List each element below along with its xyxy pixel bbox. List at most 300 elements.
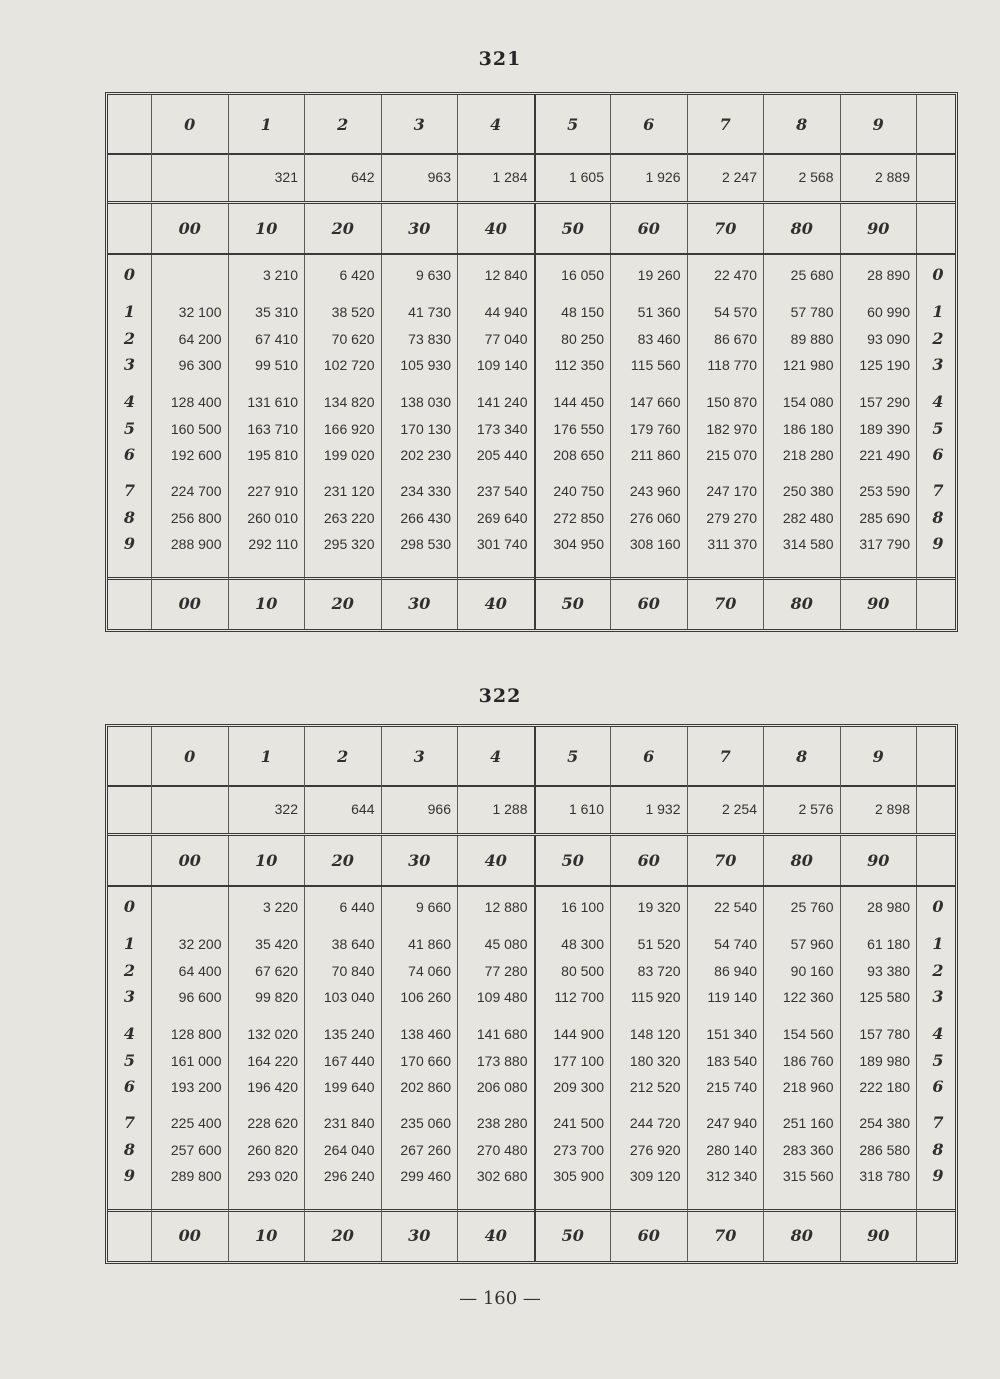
value-column [381,887,458,1209]
table-cell: 312 340 [706,1168,757,1184]
row-label-column [108,887,151,1209]
tens-footer: 50 [534,1209,611,1261]
table-cell: 90 160 [790,963,834,979]
table-cell: 256 800 [170,510,222,526]
value-column [151,255,228,577]
table-cell: 209 300 [553,1079,604,1095]
table-cell: 6 420 [339,267,375,283]
tens-header: 00 [151,204,228,253]
row-label: 6 [123,1077,136,1096]
table-cell: 144 450 [553,394,604,410]
table-cell: 308 160 [629,536,681,552]
table-cell: 51 360 [637,304,681,320]
tens-footer: 60 [610,577,687,629]
table-cell: 89 880 [790,331,834,347]
table-cell: 238 280 [476,1115,528,1131]
tens-header: 60 [610,204,687,253]
tens-header-row [108,204,955,255]
multiple-value: 1 605 [534,153,611,201]
table-cell: 12 880 [484,899,528,915]
table-cell: 25 680 [790,267,834,283]
row-label: 3 [123,987,136,1006]
digit-header: 3 [381,95,458,153]
table-cell: 28 890 [867,267,910,283]
row-label: 2 [932,329,944,348]
table-cell: 247 170 [706,483,757,499]
table-cell: 64 400 [178,963,222,979]
table-cell: 135 240 [323,1026,375,1042]
table-cell: 215 070 [706,447,757,463]
table-cell: 253 590 [859,483,910,499]
table-cell: 119 140 [707,989,757,1005]
table-cell: 288 900 [170,536,222,552]
tens-footer: 00 [151,577,228,629]
table-cell: 218 280 [782,447,834,463]
table-cell: 163 710 [247,421,298,437]
table-cell: 112 700 [554,989,604,1005]
tens-footer: 50 [534,577,611,629]
table-cell: 283 360 [782,1142,834,1158]
table-cell: 38 640 [331,936,375,952]
table-cell: 196 420 [247,1079,298,1095]
digit-header: 9 [840,727,917,785]
multiples-row [108,785,955,836]
value-column [304,887,381,1209]
digit-header: 2 [304,95,381,153]
table-cell: 109 140 [476,357,528,373]
table-cell: 299 460 [400,1168,451,1184]
table-cell: 240 750 [553,483,604,499]
value-column [687,887,764,1209]
table-cell: 272 850 [553,510,604,526]
table-cell: 205 440 [476,447,528,463]
multiple-value: 2 898 [840,785,917,833]
page-number: — 160 — [459,1288,541,1309]
table-cell: 138 030 [400,394,451,410]
multiple-value: 644 [304,785,381,833]
table-body [108,887,955,1212]
row-label: 0 [932,265,944,284]
tens-footer: 10 [228,1209,305,1261]
row-label: 3 [932,355,944,374]
table-cell: 177 100 [553,1053,604,1069]
table-cell: 73 830 [408,331,451,347]
tens-header: 30 [381,836,458,885]
table-cell: 273 700 [553,1142,604,1158]
row-label-column [916,887,959,1209]
table-cell: 304 950 [553,536,604,552]
table-cell: 157 290 [859,394,910,410]
table-cell: 9 660 [415,899,451,915]
table-cell: 309 120 [629,1168,681,1184]
multiple-value: 2 889 [840,153,917,201]
row-label: 8 [123,508,136,527]
table-cell: 70 620 [331,331,375,347]
table-cell: 180 320 [629,1053,681,1069]
row-label: 9 [932,1166,944,1185]
tens-header: 10 [228,836,305,885]
table-cell: 202 860 [400,1079,451,1095]
table-cell: 154 080 [782,394,834,410]
value-column [687,255,764,577]
tens-footer: 40 [457,1209,534,1261]
table-cell: 293 020 [247,1168,298,1184]
table-cell: 80 250 [561,331,604,347]
table-cell: 109 480 [476,989,528,1005]
multiple-value: 1 288 [457,785,534,833]
table-cell: 41 860 [408,936,451,952]
digit-header: 8 [763,95,840,153]
table-cell: 16 050 [561,267,604,283]
digit-header: 6 [610,727,687,785]
table-cell: 269 640 [476,510,528,526]
row-label: 8 [932,1140,944,1159]
table-cell: 122 360 [782,989,834,1005]
table-cell: 314 580 [782,536,834,552]
tens-footer: 10 [228,577,305,629]
table-cell: 67 410 [255,331,298,347]
table-cell: 6 440 [339,899,375,915]
table-cell: 32 100 [178,304,222,320]
row-label: 9 [932,534,944,553]
table-cell: 9 630 [415,267,451,283]
tens-footer-row [108,1209,955,1261]
table-cell: 131 610 [247,394,298,410]
multiples-row [108,153,955,204]
table-cell: 279 270 [706,510,757,526]
row-label: 8 [932,508,944,527]
table-cell: 186 760 [782,1053,834,1069]
table-cell: 138 460 [400,1026,451,1042]
table-title: 322 [478,685,522,707]
table-cell: 227 910 [247,483,298,499]
digit-header: 7 [687,95,764,153]
table-cell: 118 770 [707,357,757,373]
row-label-column [108,255,151,577]
table-cell: 80 500 [561,963,604,979]
tens-footer: 60 [610,1209,687,1261]
table-cell: 251 160 [782,1115,834,1131]
table-cell: 96 600 [178,989,222,1005]
row-label: 9 [123,1166,136,1185]
value-column [534,255,611,577]
digit-header: 1 [228,95,305,153]
table-cell: 112 350 [554,357,604,373]
table-cell: 164 220 [247,1053,298,1069]
table-cell: 48 300 [561,936,604,952]
tens-header: 50 [534,836,611,885]
table-cell: 267 260 [400,1142,451,1158]
table-cell: 280 140 [706,1142,757,1158]
table-cell: 99 510 [255,357,298,373]
row-label: 5 [123,419,136,438]
table-cell: 125 580 [859,989,910,1005]
table-cell: 212 520 [629,1079,681,1095]
row-label: 7 [123,1113,136,1132]
table-cell: 183 540 [706,1053,757,1069]
table-cell: 61 180 [867,936,910,952]
value-column [381,255,458,577]
table-cell: 231 840 [323,1115,375,1131]
table-cell: 44 940 [484,304,528,320]
tens-footer: 00 [151,1209,228,1261]
table-cell: 166 920 [323,421,375,437]
table-cell: 147 660 [629,394,681,410]
tens-header: 70 [687,204,764,253]
table-cell: 70 840 [331,963,375,979]
table-cell: 35 420 [255,936,298,952]
table-cell: 22 540 [714,899,757,915]
table-cell: 241 500 [553,1115,604,1131]
table-cell: 244 720 [629,1115,681,1131]
tens-header: 80 [763,836,840,885]
multiple-value [151,153,228,201]
table-cell: 243 960 [629,483,681,499]
value-column [228,255,305,577]
digit-header: 5 [534,95,611,153]
table-cell: 93 090 [867,331,910,347]
table-cell: 28 980 [867,899,910,915]
table-cell: 224 700 [170,483,222,499]
table-cell [152,896,228,918]
digit-header: 0 [151,727,228,785]
table-cell: 60 990 [867,304,910,320]
table-cell: 276 060 [629,510,681,526]
multiple-value: 2 576 [763,785,840,833]
table-cell: 311 370 [707,536,757,552]
digit-header: 8 [763,727,840,785]
row-label: 1 [123,934,136,953]
tens-footer: 30 [381,577,458,629]
table-cell: 235 060 [400,1115,451,1131]
table-cell: 173 880 [476,1053,528,1069]
table-cell: 195 810 [247,447,298,463]
table-cell: 22 470 [714,267,757,283]
table-cell: 186 180 [782,421,834,437]
table-cell: 182 970 [706,421,757,437]
right-blank-cell [916,577,959,629]
multiple-value: 1 284 [457,153,534,201]
tens-footer: 20 [304,1209,381,1261]
row-label: 4 [932,392,944,411]
digit-header: 0 [151,95,228,153]
table-cell: 260 010 [247,510,298,526]
table-cell: 237 540 [476,483,528,499]
table-cell: 106 260 [400,989,451,1005]
table-cell: 41 730 [408,304,451,320]
table-cell: 222 180 [859,1079,910,1095]
table-cell: 86 670 [714,331,757,347]
table-cell: 3 210 [262,267,298,283]
table-cell: 295 320 [323,536,375,552]
digit-header: 5 [534,727,611,785]
digit-header: 4 [457,95,534,153]
tens-footer: 70 [687,1209,764,1261]
table-cell: 206 080 [476,1079,528,1095]
table-cell: 173 340 [476,421,528,437]
table-cell: 105 930 [400,357,451,373]
right-blank-cell [916,836,959,885]
table-cell: 315 560 [782,1168,834,1184]
multiplication-table [105,724,958,1264]
table-cell: 257 600 [170,1142,222,1158]
row-label: 4 [123,392,136,411]
table-cell: 57 780 [790,304,834,320]
table-cell: 45 080 [484,936,528,952]
table-cell: 170 130 [400,421,451,437]
table-cell: 19 320 [637,899,681,915]
right-blank-cell [916,95,959,153]
row-label: 1 [932,302,944,321]
tens-header: 10 [228,204,305,253]
table-cell: 54 570 [714,304,757,320]
right-blank-cell [916,727,959,785]
multiple-value: 322 [228,785,305,833]
row-label: 7 [932,1113,944,1132]
table-cell: 305 900 [553,1168,604,1184]
table-cell: 148 120 [629,1026,681,1042]
table-cell: 264 040 [323,1142,375,1158]
digit-header: 3 [381,727,458,785]
table-cell: 134 820 [323,394,375,410]
table-title: 321 [478,48,522,70]
value-column [610,255,687,577]
table-cell: 286 580 [859,1142,910,1158]
table-cell: 234 330 [400,483,451,499]
row-label: 6 [123,445,136,464]
table-cell: 167 440 [323,1053,375,1069]
table-cell: 115 920 [630,989,681,1005]
multiple-value: 1 610 [534,785,611,833]
tens-footer: 40 [457,577,534,629]
table-cell: 64 200 [178,331,222,347]
table-cell: 102 720 [323,357,375,373]
row-label: 5 [932,1051,944,1070]
value-column [534,887,611,1209]
row-label: 9 [123,534,136,553]
tens-header: 80 [763,204,840,253]
tens-header: 70 [687,836,764,885]
value-column [840,255,917,577]
table-cell: 221 490 [859,447,910,463]
table-cell: 263 220 [323,510,375,526]
digit-header: 1 [228,727,305,785]
digit-header-row [108,727,955,787]
tens-footer: 90 [840,577,917,629]
row-label: 0 [123,897,136,916]
value-column [151,887,228,1209]
table-cell: 298 530 [400,536,451,552]
tens-header: 00 [151,836,228,885]
tens-footer: 30 [381,1209,458,1261]
table-cell: 99 820 [255,989,298,1005]
multiple-value: 2 254 [687,785,764,833]
table-cell: 302 680 [476,1168,528,1184]
table-cell: 189 980 [859,1053,910,1069]
table-cell: 103 040 [323,989,375,1005]
table-cell: 199 640 [323,1079,375,1095]
multiple-value: 642 [304,153,381,201]
tens-header: 60 [610,836,687,885]
value-column [840,887,917,1209]
table-cell: 228 620 [247,1115,298,1131]
tens-footer: 80 [763,577,840,629]
table-cell: 83 720 [637,963,681,979]
table-cell: 231 120 [323,483,375,499]
table-cell: 189 390 [859,421,910,437]
row-label: 3 [123,355,136,374]
tens-header-row [108,836,955,887]
table-cell: 57 960 [790,936,834,952]
table-cell: 296 240 [323,1168,375,1184]
row-label: 7 [932,481,944,500]
table-cell: 12 840 [484,267,528,283]
row-label: 7 [123,481,136,500]
row-label: 6 [932,1077,944,1096]
table-cell: 128 800 [170,1026,222,1042]
table-cell: 282 480 [782,510,834,526]
table-cell: 170 660 [400,1053,451,1069]
row-label: 1 [123,302,136,321]
table-cell: 247 940 [706,1115,757,1131]
tens-footer-row [108,577,955,629]
table-cell: 32 200 [178,936,222,952]
row-label: 0 [123,265,136,284]
table-cell: 192 600 [170,447,222,463]
row-label: 3 [932,987,944,1006]
table-cell: 260 820 [247,1142,298,1158]
table-cell: 77 040 [484,331,528,347]
table-cell: 67 620 [255,963,298,979]
table-cell: 270 480 [476,1142,528,1158]
multiplication-table [105,92,958,632]
right-blank-cell [916,1209,959,1261]
table-cell: 276 920 [629,1142,681,1158]
table-cell: 161 000 [170,1053,222,1069]
table-cell: 77 280 [484,963,528,979]
table-cell: 202 230 [400,447,451,463]
table-cell: 199 020 [323,447,375,463]
multiple-value: 2 568 [763,153,840,201]
tens-footer: 70 [687,577,764,629]
row-label: 2 [123,961,136,980]
row-label: 2 [123,329,136,348]
tens-footer: 20 [304,577,381,629]
table-cell: 266 430 [400,510,451,526]
row-label: 5 [932,419,944,438]
tens-header: 90 [840,204,917,253]
tens-header: 20 [304,204,381,253]
table-cell: 38 520 [331,304,375,320]
row-label: 8 [123,1140,136,1159]
table-cell: 93 380 [867,963,910,979]
value-column [228,887,305,1209]
table-cell: 250 380 [782,483,834,499]
table-cell: 3 220 [262,899,298,915]
multiple-value: 963 [381,153,458,201]
tens-header: 30 [381,204,458,253]
table-cell: 25 760 [790,899,834,915]
table-cell: 254 380 [859,1115,910,1131]
table-cell: 125 190 [859,357,910,373]
table-cell: 292 110 [248,536,298,552]
table-cell: 193 200 [170,1079,222,1095]
table-cell: 16 100 [561,899,604,915]
digit-header: 6 [610,95,687,153]
table-cell: 51 520 [637,936,681,952]
table-cell: 318 780 [859,1168,910,1184]
value-column [457,255,534,577]
